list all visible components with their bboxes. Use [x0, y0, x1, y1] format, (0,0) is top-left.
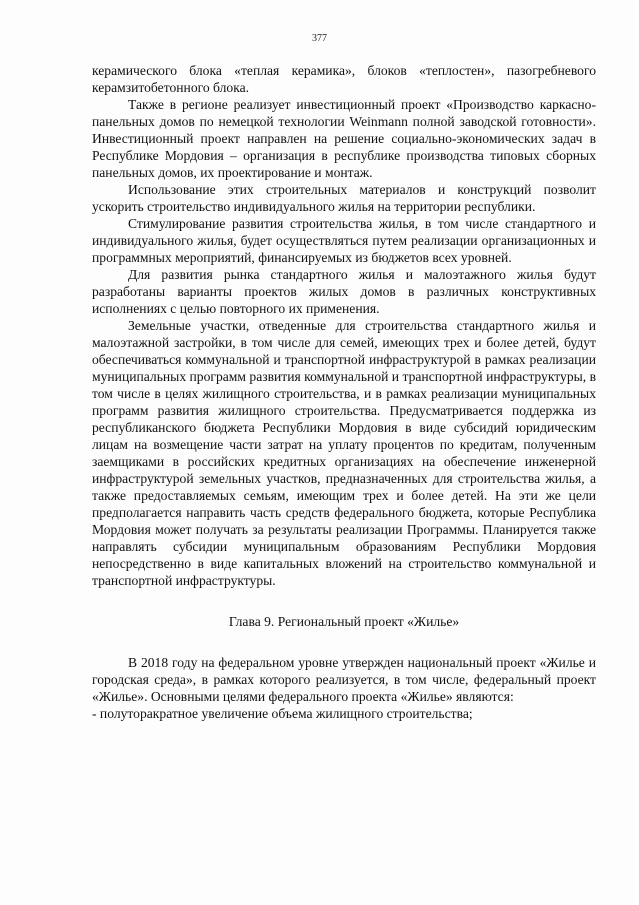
chapter-title: Глава 9. Региональный проект «Жилье»	[228, 614, 460, 629]
document-body	[92, 62, 596, 722]
page-number: 377	[312, 33, 327, 44]
paragraph: Земельные участки, отведенные для строительства стандартного жилья и малоэтажной застройки, в том числе для семей, имеющих трех и более детей, будут обеспечиваться коммунальной и транспортной инфраструктурой в рамках реализации муниципальных программ развития коммунальной и транспортной инфраструктуры, в том числе в целях жилищного строительства, и в рамках реализации муниципальных программ развития жилищного строительства. Предусматривается поддержка из республиканского бюджета Республики Мордовия в виде субсидий юридическим лицам на возмещение части затрат на уплату процентов по кредитам, полученным заемщиками в российских кредитных организациях на обеспечение инженерной инфраструктурой земельных участков, предназначенных для строительства жилья, а также предоставляемых семьям, имеющим трех и более детей. На эти же цели предполагается направить часть средств федерального бюджета, которые Республика Мордовия может получать за результаты реализации Программы. Планируется также направлять субсидии муниципальным образованиям Республики Мордовия непосредственно в виде капитальных вложений на строительство коммунальной и транспортной инфраструктуры.	[92, 318, 596, 588]
paragraph: Также в регионе реализует инвестиционный проект «Производство каркасно-панельных домов по немецкой технологии Weinmann полной заводской готовности». Инвестиционный проект направлен на решение социально-экономических задач в Республике Мордовия – организация в республике производства типовых сборных панельных домов, их проектирование и монтаж.	[92, 97, 596, 180]
paragraph: Использование этих строительных материалов и конструкций позволит ускорить строительство индивидуального жилья на территории республики.	[92, 182, 596, 214]
paragraph: В 2018 году на федеральном уровне утвержден национальный проект «Жилье и городская среда», в рамках которого реализуется, в том числе, федеральный проект «Жилье». Основными целями федерального проекта «Жилье» являются:	[92, 655, 596, 704]
paragraph: керамического блока «теплая керамика», блоков «теплостен», пазогребневого керамзитобетонного блока.	[92, 63, 596, 95]
list-item: - полуторакратное увеличение объема жилищного строительства;	[92, 706, 473, 721]
paragraph: Стимулирование развития строительства жилья, в том числе стандартного и индивидуального жилья, будет осуществляться путем реализации организационных и программных мероприятий, финансируемых из бюджетов всех уровней.	[92, 216, 596, 265]
paragraph: Для развития рынка стандартного жилья и малоэтажного жилья будут разработаны варианты проектов жилых домов в различных конструктивных исполнениях с целью повторного их применения.	[92, 267, 596, 316]
